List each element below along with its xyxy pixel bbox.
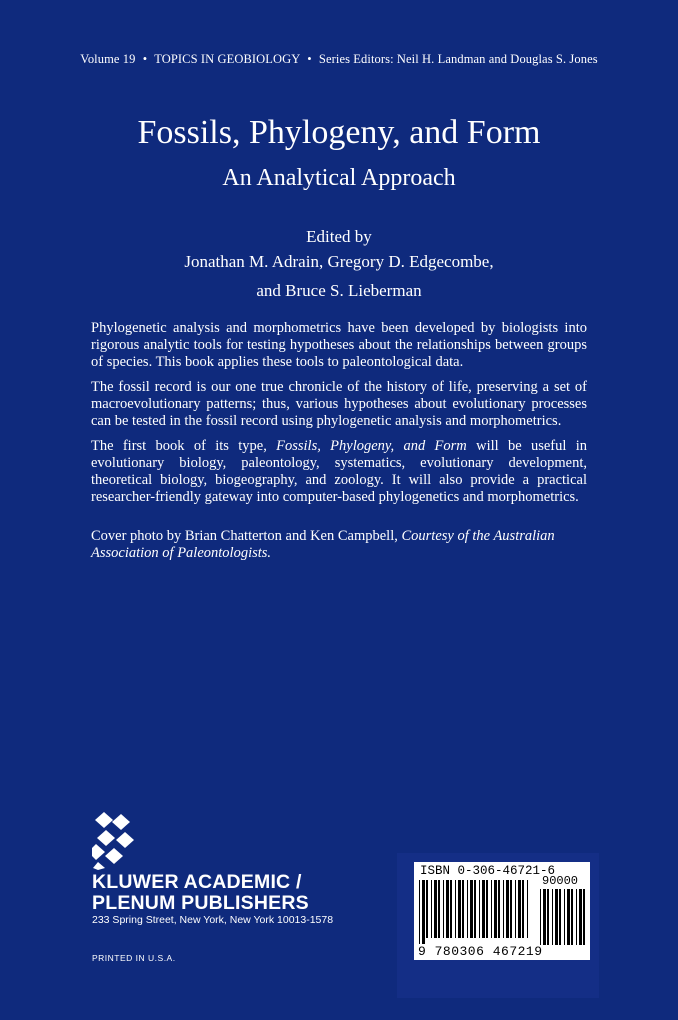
editors-line-2: and Bruce S. Lieberman bbox=[256, 281, 422, 300]
barcode-bar bbox=[494, 880, 497, 938]
series-separator: • bbox=[142, 52, 148, 66]
description-paragraph-1: Phylogenetic analysis and morphometrics have been developed by biologists into rigorous analytic tools for testing hypotheses about the relationships between groups of species. This book applies these tools to paleontological data. bbox=[91, 320, 587, 370]
barcode-bar bbox=[559, 889, 561, 945]
isbn-number: ISBN 0-306-46721-6 bbox=[420, 864, 556, 878]
ean-barcode bbox=[419, 880, 531, 944]
barcode-bar bbox=[503, 880, 504, 938]
editors-line-1: Jonathan M. Adrain, Gregory D. Edgecombe, bbox=[184, 252, 494, 271]
book-editors bbox=[0, 224, 678, 303]
book-title: Fossils, Phylogeny, and Form bbox=[137, 114, 541, 151]
barcode-bar bbox=[552, 889, 553, 945]
series-line bbox=[0, 52, 678, 67]
publisher-line-1: KLUWER ACADEMIC / bbox=[92, 871, 302, 893]
photo-credit-text: Cover photo by Brian Chatterton and Ken Campbell, bbox=[91, 528, 402, 544]
book-description bbox=[91, 320, 587, 570]
barcode-bar bbox=[458, 880, 461, 938]
description-paragraph-2: The fossil record is our one true chronicle of the history of life, preserving a set of macroevolutionary patterns; thus, various hypotheses about evolutionary processes can be tested in the fossil record using phylogenetic analysis and morphometrics. bbox=[91, 379, 587, 429]
publisher-name bbox=[92, 872, 309, 914]
barcode-bar bbox=[583, 889, 585, 945]
barcode-bar bbox=[540, 889, 541, 945]
barcode-bar bbox=[431, 880, 432, 938]
barcode-bar bbox=[564, 889, 565, 945]
barcode-bar bbox=[438, 880, 440, 938]
ean-number: 9 780306 467219 bbox=[418, 944, 543, 959]
publisher-address: 233 Spring Street, New York, New York 10013-1578 bbox=[92, 914, 334, 926]
series-separator: • bbox=[307, 52, 312, 66]
barcode-bar bbox=[419, 880, 420, 944]
barcode-bar bbox=[474, 880, 476, 938]
book-subtitle: An Analytical Approach bbox=[222, 165, 456, 191]
series-volume: Volume 19 bbox=[80, 52, 136, 66]
barcode-bar bbox=[462, 880, 464, 938]
barcode-bar bbox=[506, 880, 509, 938]
barcode-bar bbox=[491, 880, 492, 938]
barcode-bar bbox=[422, 880, 425, 944]
barcode-bar bbox=[455, 880, 456, 938]
barcode-bar bbox=[547, 889, 549, 945]
series-name: TOPICS IN GEOBIOLOGY bbox=[154, 52, 300, 66]
barcode-bar bbox=[470, 880, 473, 938]
barcode-bar bbox=[486, 880, 488, 938]
description-paragraph-3 bbox=[91, 438, 587, 506]
barcode-bar bbox=[443, 880, 444, 938]
barcode-bar bbox=[446, 880, 449, 938]
paragraph-3-body: will be useful in evolutionary biology, paleontology, systematics, evolutionary development, theoretical biology, biogeography, and zoology. It will also provide a practical researcher-friendly gateway into computer-based phylogenetics and morphometrics. bbox=[91, 438, 587, 505]
barcode-label bbox=[414, 862, 590, 960]
barcode-bar bbox=[467, 880, 468, 938]
barcode-bar bbox=[450, 880, 452, 938]
addon-barcode bbox=[540, 889, 586, 951]
barcode-bar bbox=[498, 880, 500, 938]
paragraph-3-book-title: Fossils, Phylogeny, and Form bbox=[276, 438, 467, 454]
barcode-bar bbox=[576, 889, 577, 945]
barcode-bar bbox=[518, 880, 521, 938]
photo-courtesy-text: Courtesy of the Australian Association of Paleontologists. bbox=[91, 528, 555, 561]
barcode-bar bbox=[527, 880, 528, 938]
barcode-addon-number: 90000 bbox=[542, 874, 579, 888]
series-editors: Series Editors: Neil H. Landman and Douglas S. Jones bbox=[318, 52, 598, 66]
barcode-bar bbox=[567, 889, 570, 945]
barcode-bar bbox=[579, 889, 582, 945]
barcode-bar bbox=[555, 889, 558, 945]
barcode-bar bbox=[510, 880, 512, 938]
printed-in-label: PRINTED IN U.S.A. bbox=[92, 953, 176, 963]
cover-photo-credit bbox=[91, 528, 587, 562]
barcode-bar bbox=[434, 880, 437, 938]
barcode-bar bbox=[482, 880, 485, 938]
paragraph-3-lead: The first book of its type, bbox=[91, 438, 277, 454]
publisher-line-2: PLENUM PUBLISHERS bbox=[92, 892, 309, 914]
barcode-bar bbox=[522, 880, 524, 938]
kluwer-flower-logo-icon bbox=[92, 810, 138, 870]
edited-by-label: Edited by bbox=[306, 227, 372, 246]
barcode-bar bbox=[515, 880, 516, 938]
barcode-bar bbox=[426, 880, 428, 938]
barcode-bar bbox=[571, 889, 573, 945]
barcode-bar bbox=[479, 880, 480, 938]
barcode-bar bbox=[543, 889, 546, 945]
